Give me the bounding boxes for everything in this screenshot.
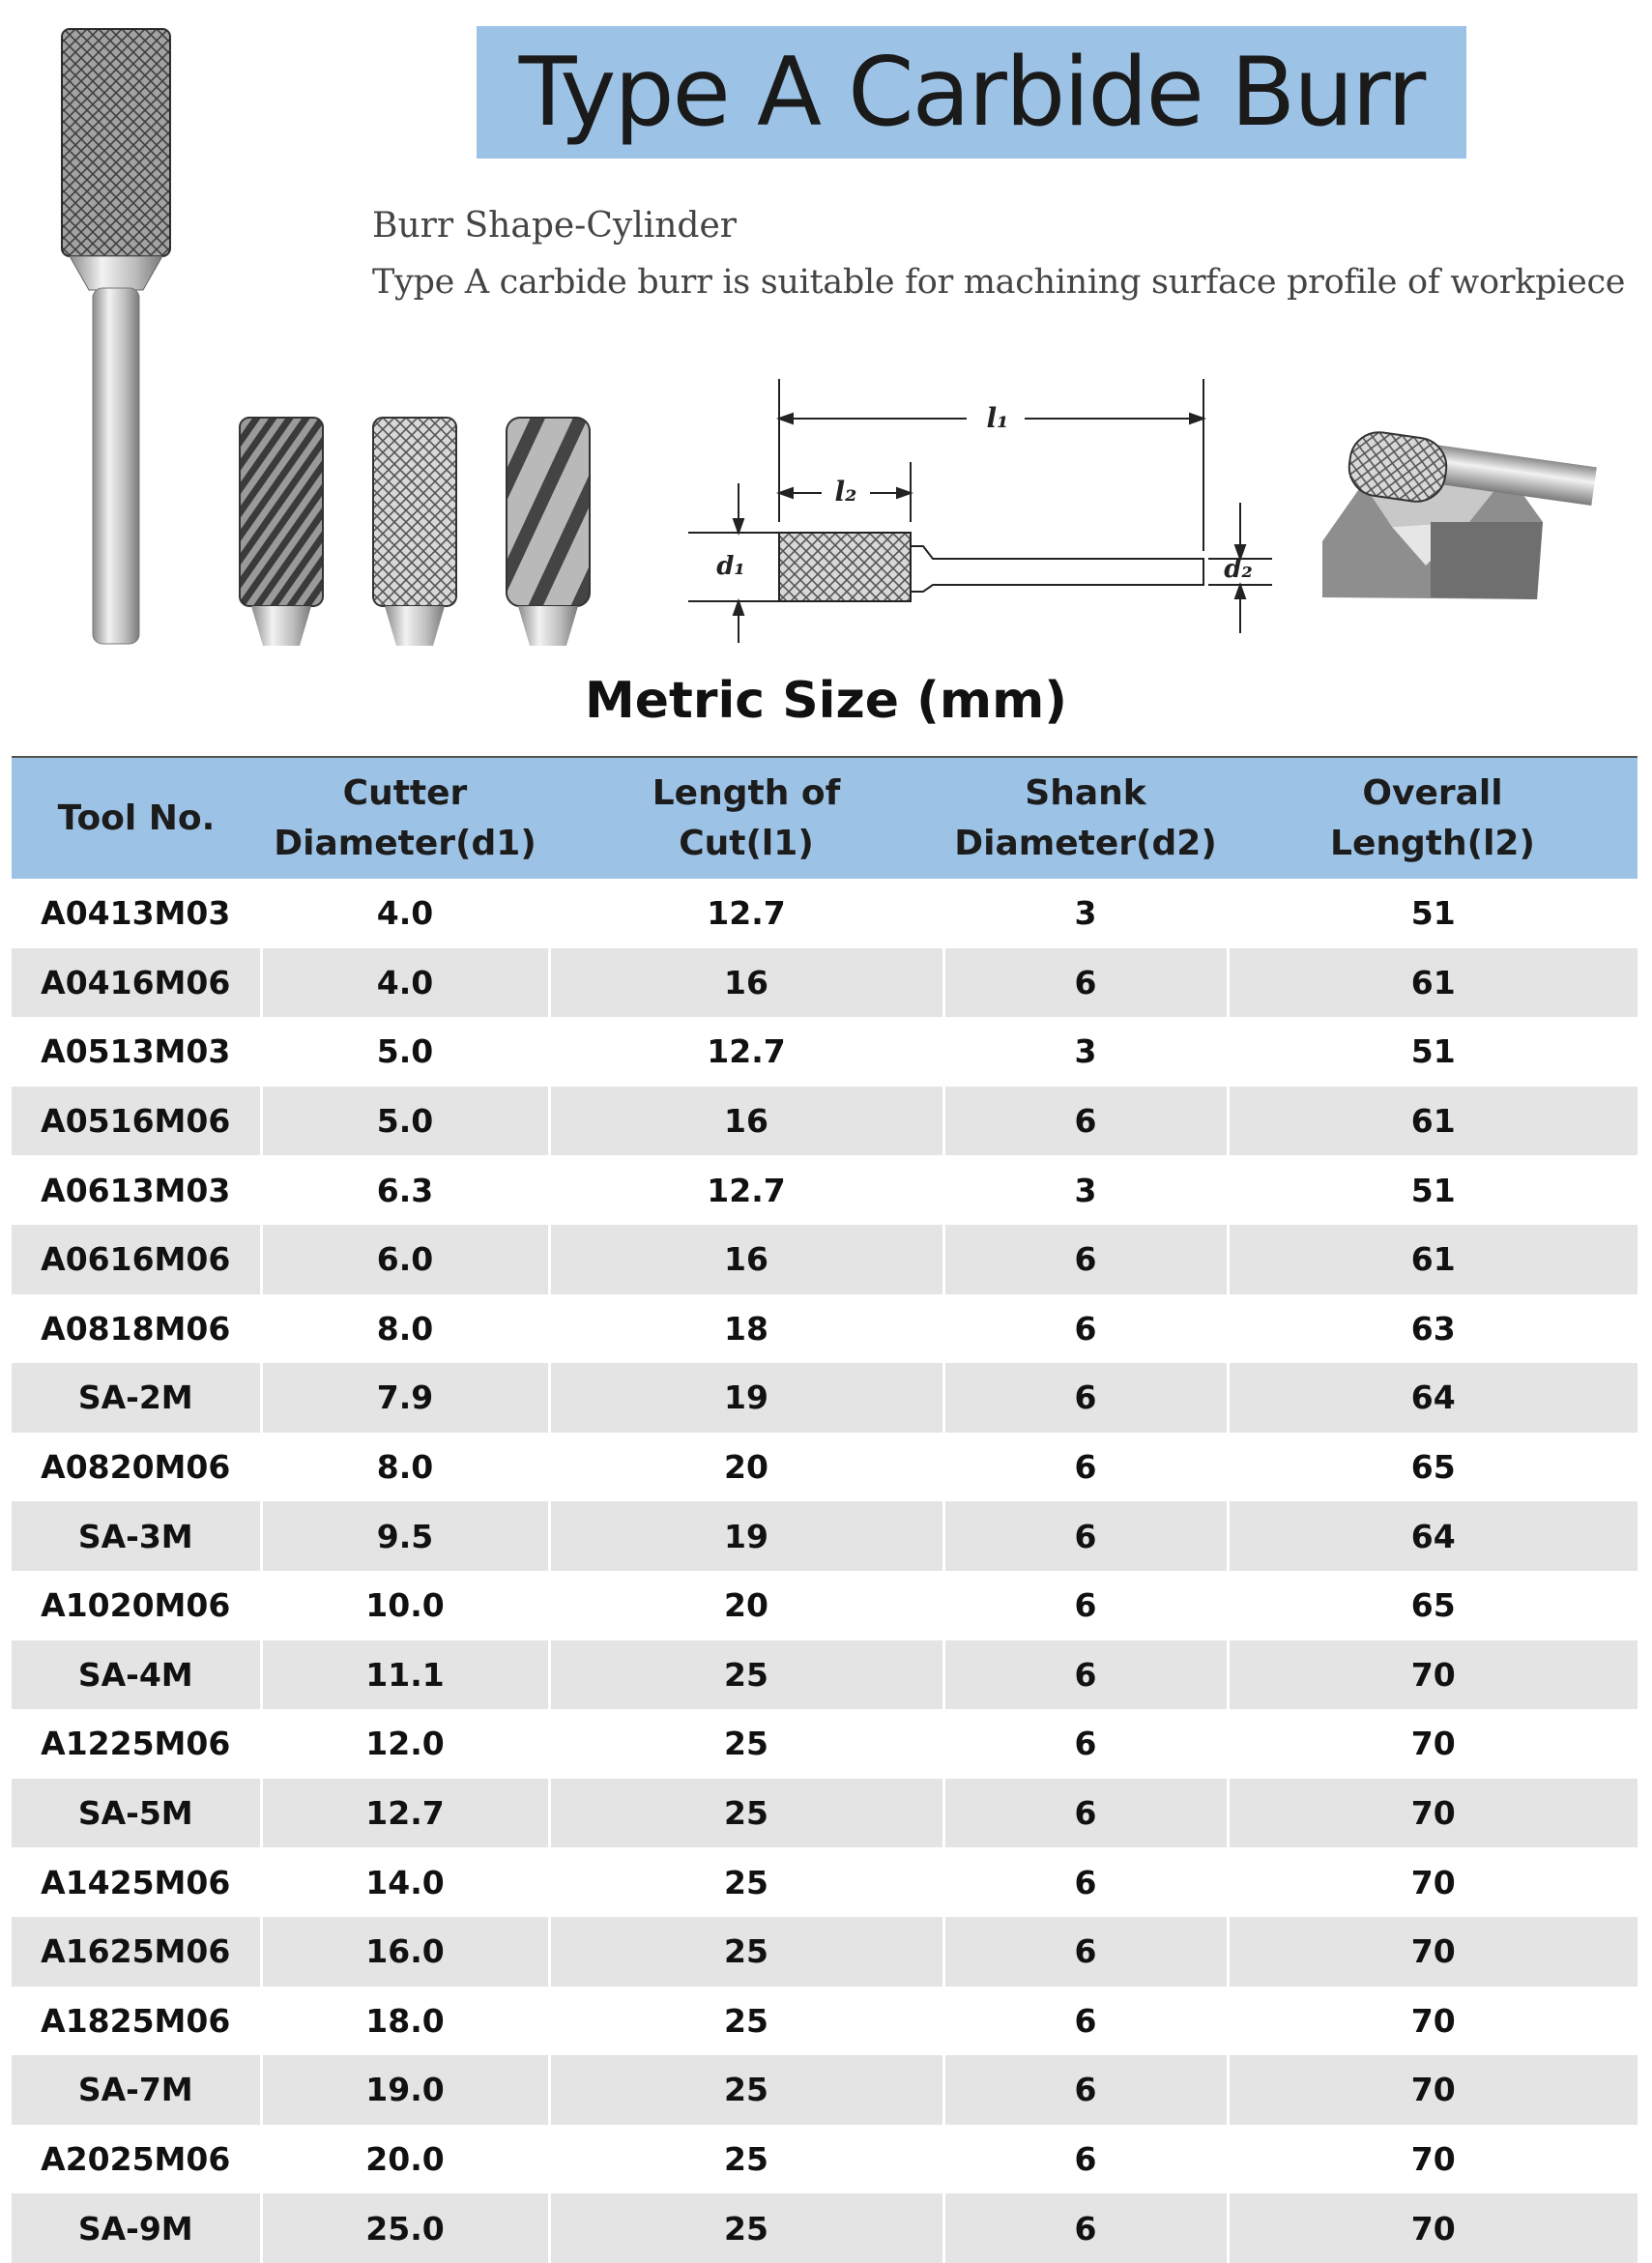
cell-tool-no: A0616M06 bbox=[12, 1225, 261, 1294]
cell-shank-diameter: 6 bbox=[943, 1917, 1228, 1987]
table-row bbox=[12, 1571, 1638, 1640]
burr-head-aluminum-cut bbox=[507, 418, 590, 646]
cell-overall-length: 70 bbox=[1228, 1847, 1638, 1917]
shape-subtitle: Burr Shape-Cylinder bbox=[372, 206, 737, 246]
table-row bbox=[12, 1987, 1638, 2056]
cell-cutter-diameter: 5.0 bbox=[261, 1017, 549, 1087]
table-row bbox=[12, 1225, 1638, 1294]
cell-length-of-cut: 19 bbox=[549, 1501, 943, 1571]
cell-length-of-cut: 25 bbox=[549, 1987, 943, 2056]
header-text: Tool No. bbox=[57, 798, 216, 838]
cell-cutter-diameter: 11.1 bbox=[261, 1640, 549, 1710]
cell-length-of-cut: 25 bbox=[549, 1779, 943, 1848]
cell-shank-diameter: 6 bbox=[943, 2193, 1228, 2263]
cell-shank-diameter: 6 bbox=[943, 1225, 1228, 1294]
table-row bbox=[12, 2193, 1638, 2263]
cell-overall-length: 65 bbox=[1228, 1571, 1638, 1640]
cell-shank-diameter: 6 bbox=[943, 1571, 1228, 1640]
cell-cutter-diameter: 9.5 bbox=[261, 1501, 549, 1571]
cell-length-of-cut: 19 bbox=[549, 1363, 943, 1433]
cell-tool-no: A0413M03 bbox=[12, 879, 261, 948]
cell-shank-diameter: 6 bbox=[943, 1501, 1228, 1571]
header-text: Shank bbox=[1025, 772, 1146, 813]
cell-overall-length: 61 bbox=[1228, 1087, 1638, 1156]
cell-cutter-diameter: 4.0 bbox=[261, 879, 549, 948]
label-l2: l₂ bbox=[834, 476, 857, 508]
header-text: Cutter bbox=[342, 772, 468, 813]
cell-overall-length: 61 bbox=[1228, 948, 1638, 1018]
cell-tool-no: A1020M06 bbox=[12, 1571, 261, 1640]
cell-length-of-cut: 20 bbox=[549, 1433, 943, 1502]
cell-shank-diameter: 6 bbox=[943, 1987, 1228, 2056]
header-text: Diameter(d2) bbox=[954, 823, 1217, 863]
burr-full-illustration bbox=[62, 29, 170, 644]
cell-shank-diameter: 6 bbox=[943, 1087, 1228, 1156]
cell-cutter-diameter: 4.0 bbox=[261, 948, 549, 1018]
table-row bbox=[12, 1640, 1638, 1710]
header-text: Length(l2) bbox=[1330, 823, 1535, 863]
label-d1: d₁ bbox=[716, 552, 745, 581]
table-row bbox=[12, 2055, 1638, 2125]
cell-cutter-diameter: 5.0 bbox=[261, 1087, 549, 1156]
cell-length-of-cut: 12.7 bbox=[549, 1155, 943, 1225]
cell-length-of-cut: 12.7 bbox=[549, 879, 943, 948]
cell-tool-no: A1225M06 bbox=[12, 1709, 261, 1779]
table-row bbox=[12, 1087, 1638, 1156]
cell-cutter-diameter: 7.9 bbox=[261, 1363, 549, 1433]
cell-overall-length: 70 bbox=[1228, 2193, 1638, 2263]
cell-length-of-cut: 20 bbox=[549, 1571, 943, 1640]
cell-cutter-diameter: 8.0 bbox=[261, 1433, 549, 1502]
header-length-of-cut bbox=[549, 757, 943, 879]
cell-overall-length: 64 bbox=[1228, 1363, 1638, 1433]
cell-length-of-cut: 16 bbox=[549, 948, 943, 1018]
table-row bbox=[12, 1017, 1638, 1087]
table-row bbox=[12, 1501, 1638, 1571]
table-row bbox=[12, 879, 1638, 948]
cell-cutter-diameter: 12.7 bbox=[261, 1779, 549, 1848]
cell-tool-no: A0516M06 bbox=[12, 1087, 261, 1156]
cell-length-of-cut: 16 bbox=[549, 1225, 943, 1294]
cell-tool-no: A0820M06 bbox=[12, 1433, 261, 1502]
cell-shank-diameter: 6 bbox=[943, 948, 1228, 1018]
cell-overall-length: 63 bbox=[1228, 1294, 1638, 1364]
cell-length-of-cut: 25 bbox=[549, 1709, 943, 1779]
cell-cutter-diameter: 16.0 bbox=[261, 1917, 549, 1987]
cell-tool-no: SA-7M bbox=[12, 2055, 261, 2125]
shape-description: Type A carbide burr is suitable for machining surface profile of workpiece bbox=[372, 263, 1626, 302]
cell-tool-no: A1625M06 bbox=[12, 1917, 261, 1987]
header-text: Overall bbox=[1362, 772, 1503, 813]
header-cutter-diameter bbox=[261, 757, 549, 879]
cell-tool-no: SA-5M bbox=[12, 1779, 261, 1848]
cell-cutter-diameter: 6.3 bbox=[261, 1155, 549, 1225]
cell-tool-no: A2025M06 bbox=[12, 2125, 261, 2194]
cell-shank-diameter: 6 bbox=[943, 1779, 1228, 1848]
cell-shank-diameter: 6 bbox=[943, 1294, 1228, 1364]
table-row bbox=[12, 1779, 1638, 1848]
table-row bbox=[12, 1433, 1638, 1502]
cell-overall-length: 70 bbox=[1228, 1779, 1638, 1848]
cell-shank-diameter: 6 bbox=[943, 1363, 1228, 1433]
cell-shank-diameter: 3 bbox=[943, 1017, 1228, 1087]
table-row bbox=[12, 2125, 1638, 2194]
page-title-banner bbox=[477, 26, 1466, 159]
cell-length-of-cut: 25 bbox=[549, 1847, 943, 1917]
header-overall-length bbox=[1228, 757, 1638, 879]
burr-head-diamond-cut bbox=[373, 418, 456, 646]
cell-shank-diameter: 6 bbox=[943, 1709, 1228, 1779]
cell-cutter-diameter: 20.0 bbox=[261, 2125, 549, 2194]
header-shank-diameter bbox=[943, 757, 1228, 879]
cell-overall-length: 70 bbox=[1228, 1917, 1638, 1987]
cell-cutter-diameter: 10.0 bbox=[261, 1571, 549, 1640]
workpiece-application-illustration bbox=[1322, 428, 1597, 599]
header-tool-no bbox=[12, 757, 261, 879]
cell-cutter-diameter: 25.0 bbox=[261, 2193, 549, 2263]
table-row bbox=[12, 1363, 1638, 1433]
page-title: Type A Carbide Burr bbox=[518, 37, 1425, 148]
cell-tool-no: SA-3M bbox=[12, 1501, 261, 1571]
cell-cutter-diameter: 19.0 bbox=[261, 2055, 549, 2125]
cell-length-of-cut: 25 bbox=[549, 2125, 943, 2194]
cell-shank-diameter: 6 bbox=[943, 1433, 1228, 1502]
cell-cutter-diameter: 8.0 bbox=[261, 1294, 549, 1364]
cell-overall-length: 51 bbox=[1228, 879, 1638, 948]
cell-tool-no: A1825M06 bbox=[12, 1987, 261, 2056]
cell-overall-length: 70 bbox=[1228, 1987, 1638, 2056]
cell-shank-diameter: 6 bbox=[943, 2125, 1228, 2194]
table-row bbox=[12, 1709, 1638, 1779]
cell-length-of-cut: 25 bbox=[549, 2193, 943, 2263]
cell-overall-length: 61 bbox=[1228, 1225, 1638, 1294]
burr-head-double-cut bbox=[240, 418, 323, 646]
cell-shank-diameter: 3 bbox=[943, 1155, 1228, 1225]
cell-length-of-cut: 18 bbox=[549, 1294, 943, 1364]
metric-size-table bbox=[12, 756, 1638, 2263]
cell-length-of-cut: 12.7 bbox=[549, 1017, 943, 1087]
cell-overall-length: 51 bbox=[1228, 1017, 1638, 1087]
table-header-row bbox=[12, 757, 1638, 879]
cell-tool-no: SA-2M bbox=[12, 1363, 261, 1433]
cell-shank-diameter: 6 bbox=[943, 1640, 1228, 1710]
table-row bbox=[12, 1847, 1638, 1917]
cell-overall-length: 64 bbox=[1228, 1501, 1638, 1571]
table-row bbox=[12, 1294, 1638, 1364]
cell-overall-length: 70 bbox=[1228, 1709, 1638, 1779]
cell-tool-no: A0613M03 bbox=[12, 1155, 261, 1225]
cell-length-of-cut: 25 bbox=[549, 1640, 943, 1710]
cell-tool-no: A1425M06 bbox=[12, 1847, 261, 1917]
table-body bbox=[12, 879, 1638, 2263]
dimension-drawing bbox=[688, 379, 1272, 643]
cell-overall-length: 70 bbox=[1228, 2055, 1638, 2125]
cell-overall-length: 51 bbox=[1228, 1155, 1638, 1225]
cell-tool-no: SA-4M bbox=[12, 1640, 261, 1710]
cell-tool-no: A0513M03 bbox=[12, 1017, 261, 1087]
label-d2: d₂ bbox=[1224, 555, 1253, 584]
hero-section bbox=[0, 0, 1652, 667]
cell-cutter-diameter: 18.0 bbox=[261, 1987, 549, 2056]
table-row bbox=[12, 948, 1638, 1018]
header-text: Cut(l1) bbox=[679, 823, 814, 863]
cell-tool-no: A0818M06 bbox=[12, 1294, 261, 1364]
cell-length-of-cut: 25 bbox=[549, 1917, 943, 1987]
header-text: Length of bbox=[652, 772, 841, 813]
label-l1: l₁ bbox=[986, 402, 1009, 434]
cell-tool-no: A0416M06 bbox=[12, 948, 261, 1018]
cell-cutter-diameter: 14.0 bbox=[261, 1847, 549, 1917]
table-row bbox=[12, 1155, 1638, 1225]
header-text: Diameter(d1) bbox=[274, 823, 536, 863]
cell-tool-no: SA-9M bbox=[12, 2193, 261, 2263]
cell-length-of-cut: 25 bbox=[549, 2055, 943, 2125]
cell-overall-length: 70 bbox=[1228, 2125, 1638, 2194]
table-caption: Metric Size (mm) bbox=[584, 672, 1068, 730]
cell-cutter-diameter: 6.0 bbox=[261, 1225, 549, 1294]
cell-shank-diameter: 6 bbox=[943, 1847, 1228, 1917]
cell-shank-diameter: 6 bbox=[943, 2055, 1228, 2125]
cell-shank-diameter: 3 bbox=[943, 879, 1228, 948]
table-row bbox=[12, 1917, 1638, 1987]
cell-cutter-diameter: 12.0 bbox=[261, 1709, 549, 1779]
cell-length-of-cut: 16 bbox=[549, 1087, 943, 1156]
cell-overall-length: 70 bbox=[1228, 1640, 1638, 1710]
cell-overall-length: 65 bbox=[1228, 1433, 1638, 1502]
